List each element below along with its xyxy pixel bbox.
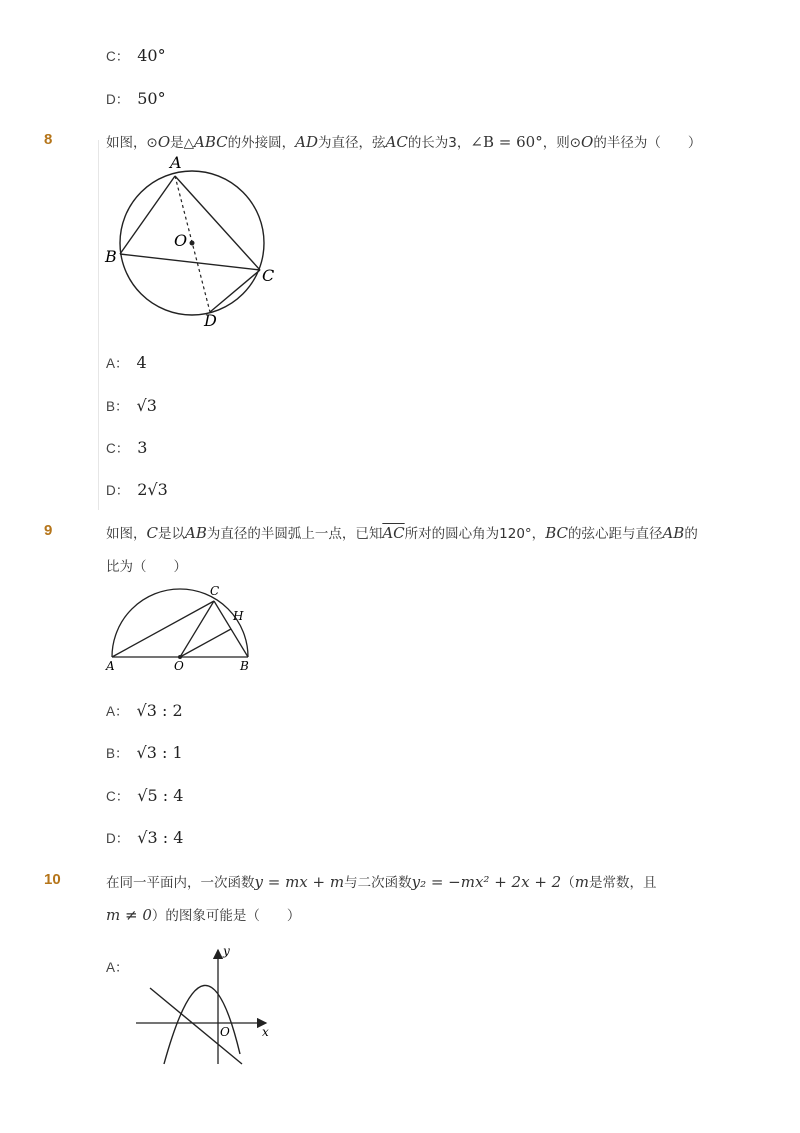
circle-figure xyxy=(100,150,290,335)
math-symbol: O xyxy=(581,133,594,151)
q7-option-c[interactable] xyxy=(106,45,166,65)
text-segment: 的长为3， xyxy=(407,135,471,151)
option-value: √3 : 4 xyxy=(137,828,184,847)
math-expression: y = mx + m xyxy=(254,873,345,891)
option-label: C： xyxy=(106,441,130,456)
text-segment: 的外接圆， xyxy=(227,135,296,151)
option-value: 2√3 xyxy=(137,480,168,499)
math-expression: ∠B = 60° xyxy=(470,133,543,151)
center-point xyxy=(190,241,195,246)
option-value: 40° xyxy=(137,46,166,65)
text-segment: 如图，⊙ xyxy=(106,135,158,151)
point-label-c: C xyxy=(262,266,275,285)
axis-label-x: x xyxy=(262,1025,269,1039)
question-divider xyxy=(98,140,99,510)
text-segment: 的 xyxy=(684,526,698,542)
text-segment: 是常数，且 xyxy=(588,875,657,891)
option-value: √3 : 2 xyxy=(136,701,183,720)
math-symbol: m xyxy=(574,873,589,891)
option-label: C： xyxy=(106,789,130,804)
math-symbol: BC xyxy=(545,524,568,542)
segment-ac xyxy=(112,601,214,657)
text-segment: 的半径为（ ） xyxy=(593,135,702,151)
question-number: 9 xyxy=(44,522,53,539)
option-label: A： xyxy=(106,356,129,371)
axis-label-y: y xyxy=(223,944,230,958)
math-symbol: C xyxy=(146,524,158,542)
math-expression: y₂ = −mx² + 2x + 2 xyxy=(411,873,562,891)
text-segment: 是△ xyxy=(170,135,195,151)
math-symbol: AD xyxy=(295,133,318,151)
math-symbol: AC xyxy=(385,133,408,151)
option-value: √3 : 1 xyxy=(136,743,183,762)
q9-option-c[interactable] xyxy=(106,785,183,805)
option-label: D： xyxy=(106,483,130,498)
q9-option-a[interactable] xyxy=(106,700,183,720)
text-segment: 为直径，弦 xyxy=(318,135,386,151)
point-label-o: O xyxy=(174,231,188,250)
segment-ac xyxy=(175,176,260,270)
math-symbol: AB xyxy=(184,524,207,542)
option-value: √3 xyxy=(136,396,157,415)
semicircle-figure xyxy=(104,582,260,674)
text-segment: 所对的圆心角为120°， xyxy=(404,526,546,542)
text-segment: 在同一平面内，一次函数 xyxy=(106,875,255,891)
origin-label: O xyxy=(220,1025,230,1039)
math-symbol: ABC xyxy=(194,133,228,151)
option-label: B： xyxy=(106,399,129,414)
segment-cd xyxy=(210,270,260,312)
point-label-b: B xyxy=(240,659,249,673)
point-label-d: D xyxy=(204,311,217,330)
arc-symbol: $\overline{AC}$ xyxy=(382,524,405,542)
q7-option-d[interactable] xyxy=(106,88,166,108)
point-label-b: B xyxy=(105,247,117,266)
q9-option-b[interactable] xyxy=(106,742,183,762)
option-value: √5 : 4 xyxy=(137,786,184,805)
text-segment: 与二次函数 xyxy=(344,875,412,891)
option-label: D： xyxy=(106,831,130,846)
point-label-o: O xyxy=(174,659,184,673)
text-segment: 如图， xyxy=(106,526,147,542)
option-label: B： xyxy=(106,746,129,761)
text-segment: 是以 xyxy=(157,526,185,542)
segment-oc xyxy=(180,601,214,657)
math-symbol: AB xyxy=(662,524,685,542)
math-expression: m ≠ 0 xyxy=(106,906,152,924)
text-segment: ）的图象可能是（ ） xyxy=(151,908,301,924)
q9-option-d[interactable] xyxy=(106,827,183,847)
option-label: D： xyxy=(106,92,130,107)
segment-bc xyxy=(120,254,260,270)
option-label: C： xyxy=(106,49,130,64)
q8-option-d[interactable] xyxy=(106,479,168,499)
question-number: 8 xyxy=(44,131,53,148)
q8-option-b[interactable] xyxy=(106,395,157,415)
option-value: 50° xyxy=(137,89,166,108)
question-text xyxy=(106,522,698,542)
option-label: A： xyxy=(106,704,129,719)
question-text-line2 xyxy=(106,904,300,924)
text-segment: 为直径的半圆弧上一点，已知 xyxy=(206,526,383,542)
option-value: 3 xyxy=(137,438,148,457)
q8-option-a[interactable] xyxy=(106,352,147,372)
point-label-a: A xyxy=(106,659,115,673)
graph-figure xyxy=(130,942,280,1067)
q8-option-c[interactable] xyxy=(106,437,147,457)
question-text-line2: 比为（ ） xyxy=(106,559,187,575)
segment-oh xyxy=(180,629,231,657)
question-text xyxy=(106,131,701,151)
point-label-h: H xyxy=(233,609,244,623)
option-value: 4 xyxy=(136,353,147,372)
text-segment: 的弦心距与直径 xyxy=(567,526,663,542)
option-label: A： xyxy=(106,960,129,975)
point-label-a: A xyxy=(170,153,182,172)
segment-ab xyxy=(120,176,175,254)
question-number: 10 xyxy=(44,871,61,888)
q10-option-a[interactable] xyxy=(106,956,129,976)
question-text xyxy=(106,871,656,891)
text-segment: （ xyxy=(561,875,575,891)
math-symbol: O xyxy=(157,133,171,151)
text-segment: ，则⊙ xyxy=(542,135,582,151)
point-label-c: C xyxy=(210,584,220,598)
